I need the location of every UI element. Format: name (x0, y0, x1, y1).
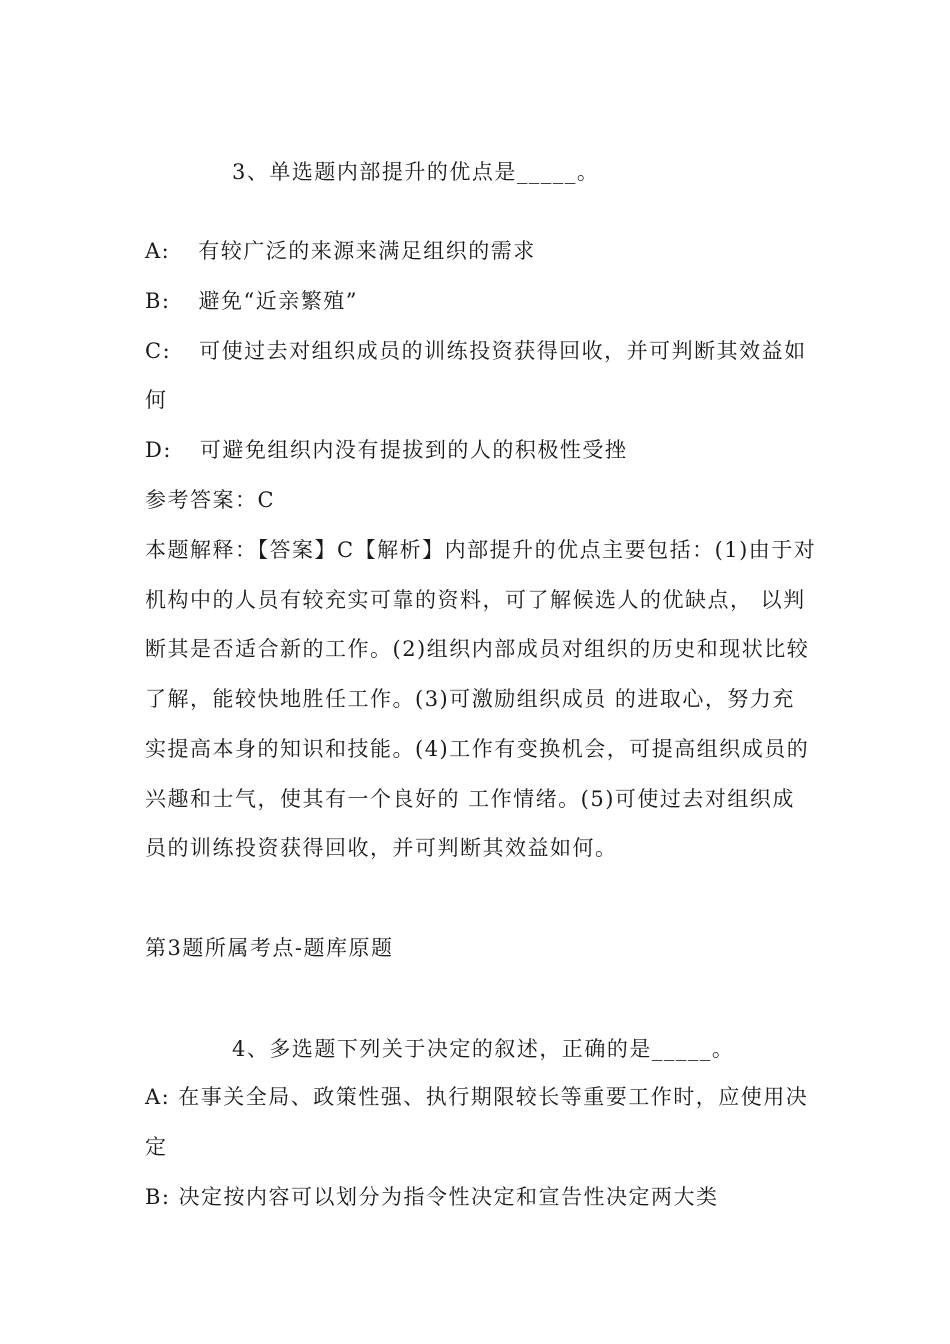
option-label: A: (145, 239, 171, 263)
question-3-option-b (145, 287, 358, 315)
question-3-option-a (145, 237, 536, 265)
option-label: D: (145, 438, 172, 462)
question-3-option-d (145, 436, 627, 464)
question-3-stem: 3、单选题内部提升的优点是_____。 (232, 160, 600, 184)
question-4-stem: 4、多选题下列关于决定的叙述，正确的是_____。 (232, 1037, 735, 1061)
explanation-line: 实提高本身的知识和技能。(4)工作有变换机会，可提高组织成员的 (145, 737, 810, 761)
explanation-line: 员的训练投资获得回收，并可判断其效益如何。 (145, 836, 618, 860)
explanation-line: 了解，能较快地胜任工作。(3)可激励组织成员 的进取心，努力充 (145, 687, 795, 711)
option-text: 决定按内容可以划分为指令性决定和宣告性决定两大类 (178, 1185, 719, 1209)
option-label: C: (145, 339, 172, 363)
option-text: 在事关全局、政策性强、执行期限较长等重要工作时，应使用决 (178, 1085, 809, 1109)
question-3-option-c (145, 337, 807, 365)
question-4-option-b (145, 1183, 719, 1211)
option-text: 有较广泛的来源来满足组织的需求 (198, 239, 536, 263)
option-label: B: (145, 289, 171, 313)
explanation-line: 本题解释：【答案】C【解析】内部提升的优点主要包括：(1)由于对 (145, 538, 817, 562)
question-3-answer: 参考答案：C (145, 488, 276, 512)
question-4-option-a-continuation: 定 (145, 1135, 168, 1159)
explanation-line: 断其是否适合新的工作。(2)组织内部成员对组织的历史和现状比较 (145, 637, 810, 661)
explanation-line: 兴趣和士气，使其有一个良好的 工作情绪。(5)可使过去对组织成 (145, 787, 795, 811)
question-3-topic: 第3题所属考点-题库原题 (145, 936, 394, 960)
question-4-option-a (145, 1083, 808, 1111)
option-label: A: (145, 1085, 171, 1109)
explanation-line: 机构中的人员有较充实可靠的资料，可了解候选人的优缺点， 以判 (145, 588, 806, 612)
question-3-option-c-continuation: 何 (145, 388, 168, 412)
option-text: 可使过去对组织成员的训练投资获得回收，并可判断其效益如 (199, 339, 807, 363)
option-text: 避免“近亲繁殖” (198, 289, 358, 313)
option-label: B: (145, 1185, 171, 1209)
option-text: 可避免组织内没有提拔到的人的积极性受挫 (199, 438, 628, 462)
